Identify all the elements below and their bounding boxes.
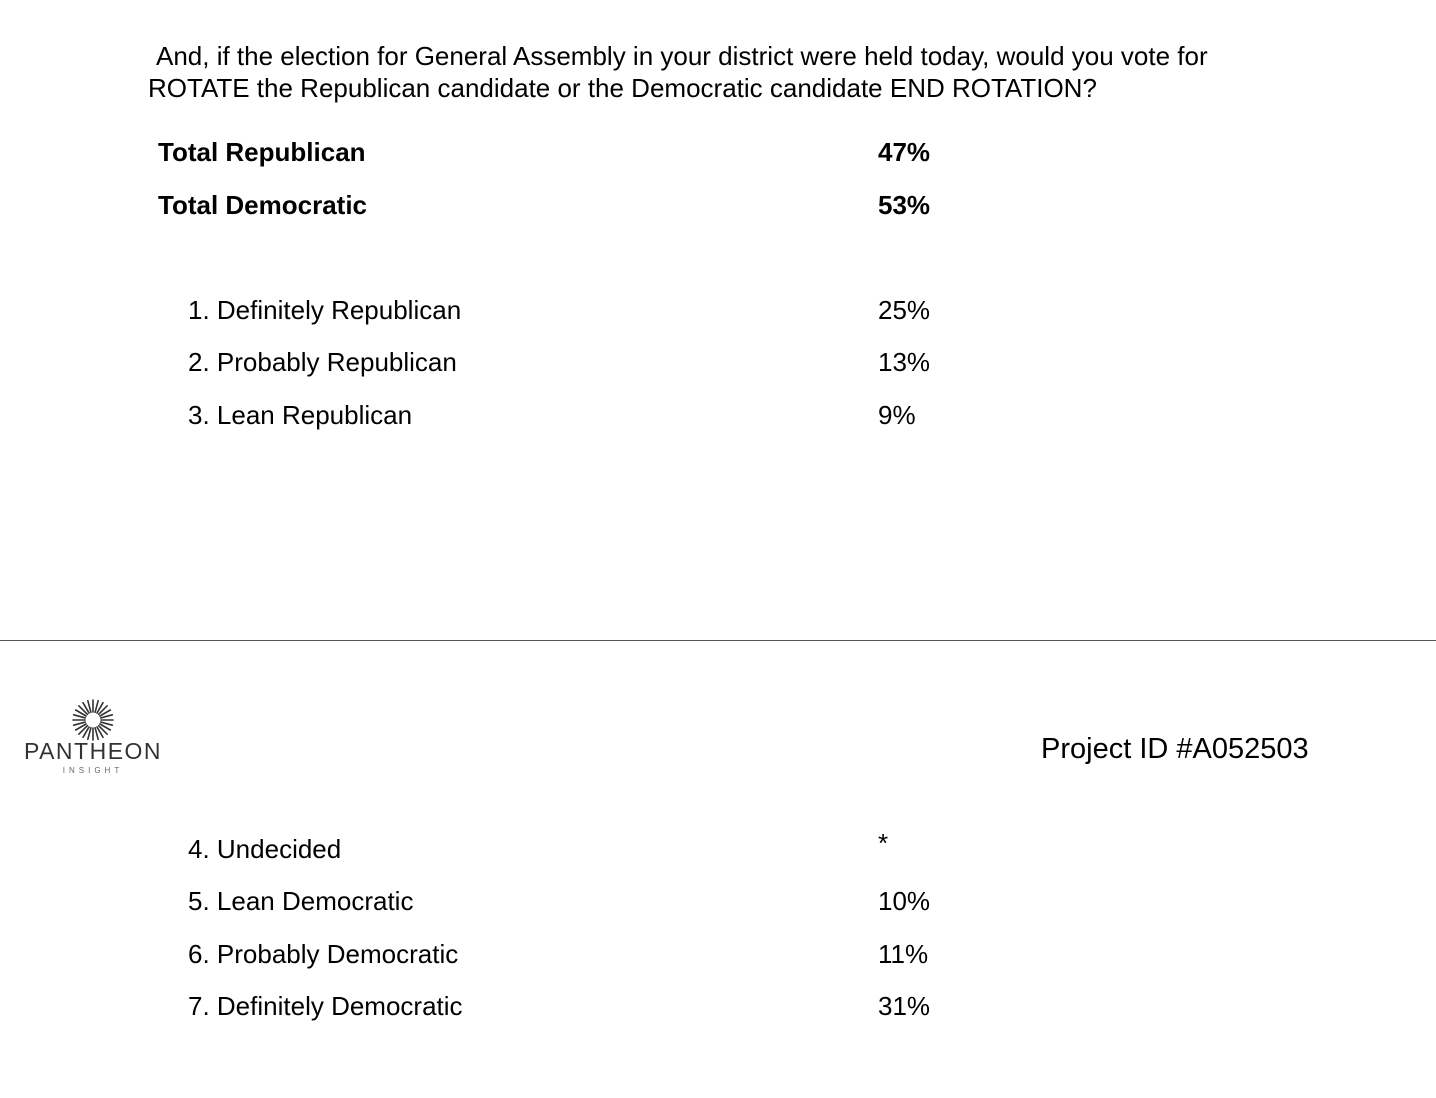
response-value: 31% (878, 991, 931, 1021)
total-democratic-label: Total Democratic (158, 190, 368, 220)
question-text (148, 40, 1348, 104)
sunburst-icon (71, 698, 115, 742)
response-label: 2. Probably Republican (188, 347, 457, 377)
question-line-2: ROTATE the Republican candidate or the Democratic candidate END ROTATION? (148, 73, 1097, 103)
response-value: 25% (878, 295, 931, 325)
response-label: 7. Definitely Democratic (188, 991, 463, 1021)
page-divider (0, 640, 1436, 641)
response-label: 5. Lean Democratic (188, 886, 414, 916)
response-label: 6. Probably Democratic (188, 939, 459, 969)
total-republican-value: 47% (878, 137, 931, 167)
response-label: 4. Undecided (188, 834, 342, 864)
pantheon-logo (18, 698, 168, 778)
response-value: 10% (878, 886, 931, 916)
response-label: 1. Definitely Republican (188, 295, 462, 325)
response-label: 3. Lean Republican (188, 400, 413, 430)
total-republican-label: Total Republican (158, 137, 366, 167)
response-value: 11% (878, 939, 929, 969)
question-line-1: And, if the election for General Assembly in your district were held today, would you vote for (156, 41, 1208, 71)
total-democratic-value: 53% (878, 190, 931, 220)
response-value: 13% (878, 347, 931, 377)
logo-subtitle: INSIGHT (62, 766, 124, 775)
response-value: 9% (878, 400, 916, 430)
project-id: Project ID #A052503 (1041, 733, 1309, 765)
logo-wordmark: PANTHEON (23, 738, 163, 764)
response-value: * (878, 828, 889, 858)
